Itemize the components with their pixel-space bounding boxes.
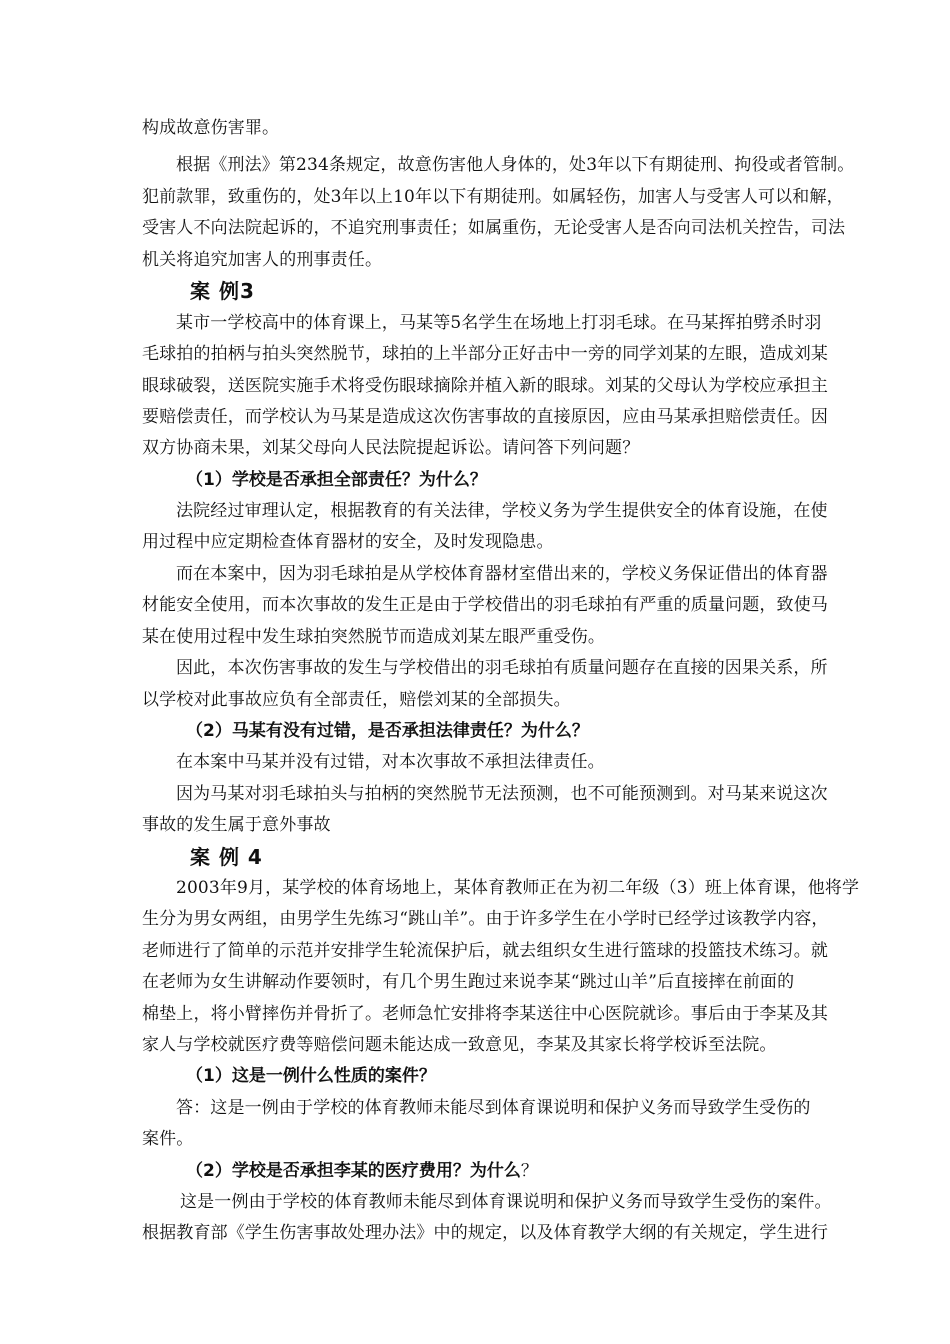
paragraph-line: 用过程中应定期检查体育器材的安全，及时发现隐患。 <box>142 532 554 552</box>
paragraph-line: 在本案中马某并没有过错，对本次事故不承担法律责任。 <box>176 752 605 772</box>
question-text: （2）学校是否承担李某的医疗费用？为什么 <box>186 1161 521 1181</box>
paragraph-line: 棉垫上，将小臂摔伤并骨折了。老师急忙安排将李某送往中心医院就诊。事后由于李某及其 <box>142 1004 828 1024</box>
case-3-heading: 案 例3 <box>190 279 255 303</box>
paragraph-line: 根据《刑法》第234条规定，故意伤害他人身体的，处3年以下有期徒刑、拘役或者管制。 <box>176 155 855 175</box>
paragraph-line: 毛球拍的拍柄与拍头突然脱节，球拍的上半部分正好击中一旁的同学刘某的左眼，造成刘某 <box>142 344 828 364</box>
paragraph-line: 因此，本次伤害事故的发生与学校借出的羽毛球拍有质量问题存在直接的因果关系，所 <box>176 658 828 678</box>
paragraph-line: 而在本案中，因为羽毛球拍是从学校体育器材室借出来的，学校义务保证借出的体育器 <box>176 564 828 584</box>
paragraph-line: 受害人不向法院起诉的，不追究刑事责任；如属重伤，无论受害人是否向司法机关控告，司法 <box>142 218 846 238</box>
paragraph-line: 事故的发生属于意外事故 <box>142 815 331 835</box>
paragraph-line: 构成故意伤害罪。 <box>142 118 280 138</box>
paragraph-line: 因为马某对羽毛球拍头与拍柄的突然脱节无法预测，也不可能预测到。对马某来说这次 <box>176 784 828 804</box>
paragraph-line: 双方协商未果，刘某父母向人民法院提起诉讼。请问答下列问题？ <box>142 438 640 458</box>
paragraph-line: 在老师为女生讲解动作要领时，有几个男生跑过来说李某“跳过山羊”后直接摔在前面的 <box>142 972 795 992</box>
question-mark: ？ <box>520 1161 538 1181</box>
paragraph-line: 机关将追究加害人的刑事责任。 <box>142 250 383 270</box>
paragraph-line: 家人与学校就医疗费等赔偿问题未能达成一致意见，李某及其家长将学校诉至法院。 <box>142 1035 777 1055</box>
paragraph-line: 案件。 <box>142 1129 194 1149</box>
paragraph-line: 犯前款罪，致重伤的，处3年以上10年以下有期徒刑。如属轻伤，加害人与受害人可以和解， <box>142 187 844 207</box>
paragraph-line: 以学校对此事故应负有全部责任，赔偿刘某的全部损失。 <box>142 690 571 710</box>
paragraph-line: 这是一例由于学校的体育教师未能尽到体育课说明和保护义务而导致学生受伤的案件。 <box>180 1192 832 1212</box>
paragraph-line: 根据教育部《学生伤害事故处理办法》中的规定，以及体育教学大纲的有关规定，学生进行 <box>142 1223 828 1243</box>
case-4-question-1: （1）这是一例什么性质的案件？ <box>186 1066 436 1086</box>
paragraph-line: 眼球破裂，送医院实施手术将受伤眼球摘除并植入新的眼球。刘某的父母认为学校应承担主 <box>142 376 828 396</box>
paragraph-line: 生分为男女两组，由男学生先练习“跳山羊”。由于许多学生在小学时已经学过该教学内容， <box>142 909 829 929</box>
paragraph-line: 某市一学校高中的体育课上，马某等5名学生在场地上打羽毛球。在马某挥拍劈杀时羽 <box>176 313 822 333</box>
paragraph-line: 要赔偿责任，而学校认为马某是造成这次伤害事故的直接原因，应由马某承担赔偿责任。因 <box>142 407 828 427</box>
case-3-question-1: （1）学校是否承担全部责任？为什么？ <box>186 470 487 490</box>
paragraph-line: 2003年9月，某学校的体育场地上，某体育教师正在为初二年级（3）班上体育课，他将学 <box>176 878 860 898</box>
case-4-heading: 案 例 4 <box>190 845 263 869</box>
paragraph-line: 老师进行了简单的示范并安排学生轮流保护后，就去组织女生进行篮球的投篮技术练习。就 <box>142 941 828 961</box>
case-3-question-2: （2）马某有没有过错，是否承担法律责任？为什么？ <box>186 721 589 741</box>
paragraph-line: 材能安全使用，而本次事故的发生正是由于学校借出的羽毛球拍有严重的质量问题，致使马 <box>142 595 828 615</box>
case-4-question-2 <box>186 1161 538 1181</box>
paragraph-line: 法院经过审理认定，根据教育的有关法律，学校义务为学生提供安全的体育设施，在使 <box>176 501 828 521</box>
paragraph-line: 答：这是一例由于学校的体育教师未能尽到体育课说明和保护义务而导致学生受伤的 <box>176 1098 811 1118</box>
paragraph-line: 某在使用过程中发生球拍突然脱节而造成刘某左眼严重受伤。 <box>142 627 606 647</box>
